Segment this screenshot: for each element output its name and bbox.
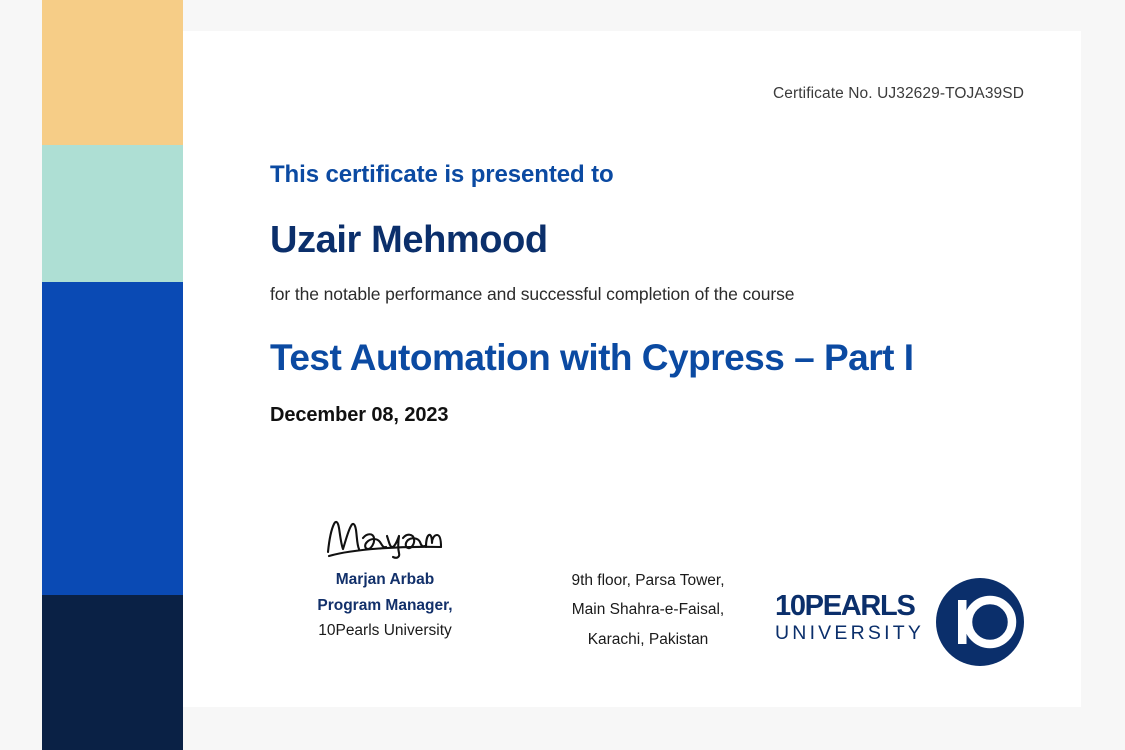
- address-line-2: Main Shahra-e-Faisal,: [571, 601, 725, 619]
- address-line-1: 9th floor, Parsa Tower,: [571, 572, 725, 589]
- certificate-subtitle: for the notable performance and successful completion of the course: [270, 284, 795, 304]
- logo-wordmark-group: [775, 592, 945, 645]
- organization-address: [518, 566, 778, 654]
- logo-sub-wordmark-text: UNIVERSITY: [775, 622, 925, 644]
- recipient-name: Uzair Mehmood: [270, 219, 548, 261]
- color-band-sand: [42, 0, 183, 145]
- certificate-footer: [270, 516, 1040, 686]
- address-line-3: Karachi, Pakistan: [587, 630, 709, 648]
- handwritten-signature-icon: [270, 516, 500, 565]
- signatory-role: Program Manager,: [317, 596, 453, 614]
- certificate-number: Certificate No. UJ32629-TOJA39SD: [772, 85, 1024, 102]
- certificate-body: [270, 161, 1030, 427]
- color-band-navy: [42, 595, 183, 750]
- signatory-organization: 10Pearls University: [318, 622, 452, 640]
- certificate-card: [183, 31, 1081, 707]
- color-band-mint: [42, 145, 183, 282]
- color-band-blue: [42, 282, 183, 595]
- ten-circle-logo-icon: [934, 576, 1026, 673]
- course-title: Test Automation with Cypress – Part I: [270, 337, 914, 378]
- issue-date: December 08, 2023: [270, 404, 449, 427]
- logo-wordmark-text: 10PEARLS: [775, 590, 915, 622]
- presented-to-heading: This certificate is presented to: [270, 161, 614, 188]
- signature-block: [270, 516, 500, 644]
- signatory-name: Marjan Arbab: [335, 571, 435, 588]
- brand-logo: [775, 584, 1025, 662]
- decorative-color-bar: [42, 0, 183, 750]
